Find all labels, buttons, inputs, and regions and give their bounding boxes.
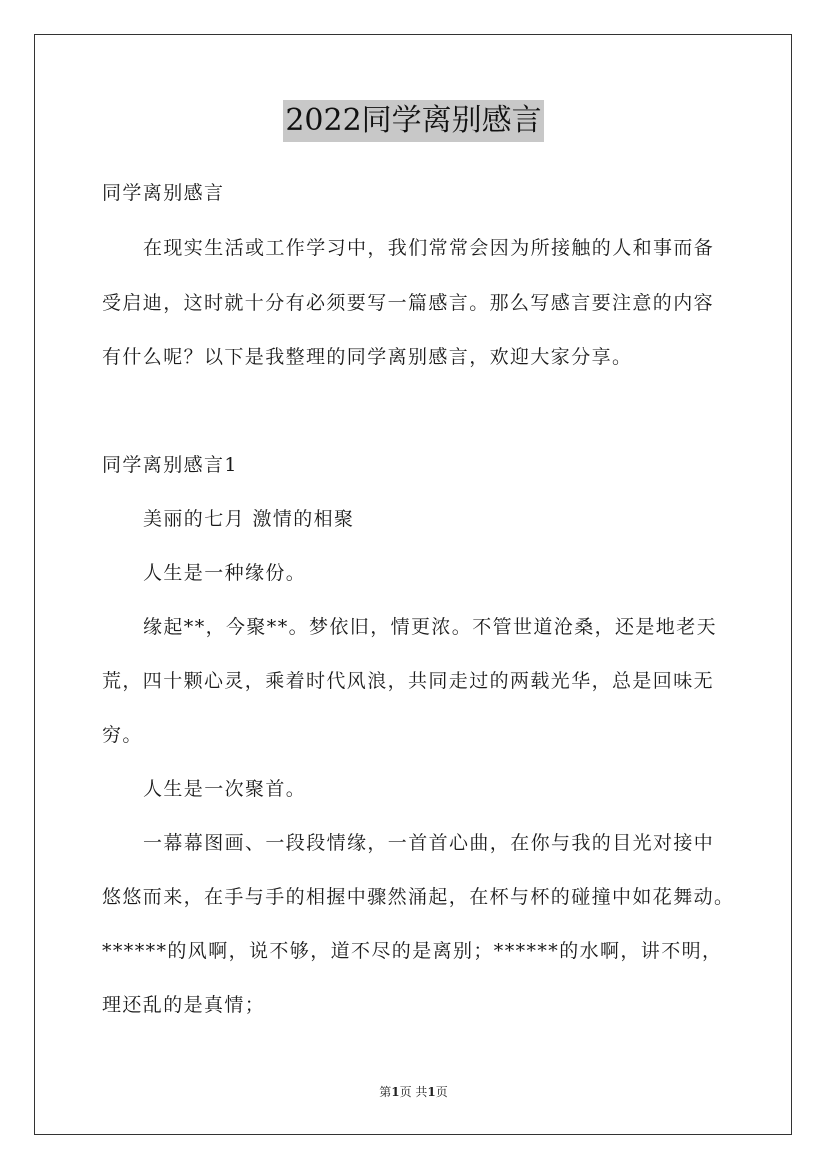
footer-page-prefix: 第 [379, 1085, 392, 1099]
footer-page-suffix: 页 [435, 1085, 448, 1099]
document-title: 2022同学离别感言 [283, 100, 543, 142]
paragraph-line: 有什么呢？以下是我整理的同学离别感言，欢迎大家分享。 [102, 346, 633, 368]
paragraph-line: 人生是一次聚首。 [143, 778, 307, 800]
section-heading-intro: 同学离别感言 [102, 182, 225, 204]
paragraph-line: 穷。 [102, 724, 143, 746]
document-title-wrapper [0, 100, 827, 142]
paragraph-line: 理还乱的是真情； [102, 994, 266, 1016]
paragraph-line: 荒，四十颗心灵，乘着时代风浪，共同走过的两载光华，总是回味无 [102, 670, 715, 692]
footer-page-total: 1 [427, 1085, 436, 1099]
footer-page-mid: 页 共 [399, 1085, 428, 1099]
paragraph-line: ******的风啊，说不够，道不尽的是离别；******的水啊，讲不明， [102, 940, 723, 962]
paragraph-line: 一幕幕图画、一段段情缘，一首首心曲，在你与我的目光对接中 [143, 832, 715, 854]
section-heading-1: 同学离别感言1 [102, 454, 238, 476]
footer-page-number: 1 [391, 1085, 400, 1099]
paragraph-line: 受启迪，这时就十分有必须要写一篇感言。那么写感言要注意的内容 [102, 292, 715, 314]
paragraph-line: 人生是一种缘份。 [143, 562, 307, 584]
paragraph-line: 美丽的七月 激情的相聚 [143, 508, 355, 530]
paragraph-line: 缘起**，今聚**。梦依旧，情更浓。不管世道沧桑，还是地老天 [143, 616, 718, 638]
paragraph-line: 在现实生活或工作学习中，我们常常会因为所接触的人和事而备 [143, 237, 715, 259]
page-footer [0, 1084, 827, 1100]
paragraph-line: 悠悠而来，在手与手的相握中骤然涌起，在杯与杯的碰撞中如花舞动。 [102, 886, 735, 908]
